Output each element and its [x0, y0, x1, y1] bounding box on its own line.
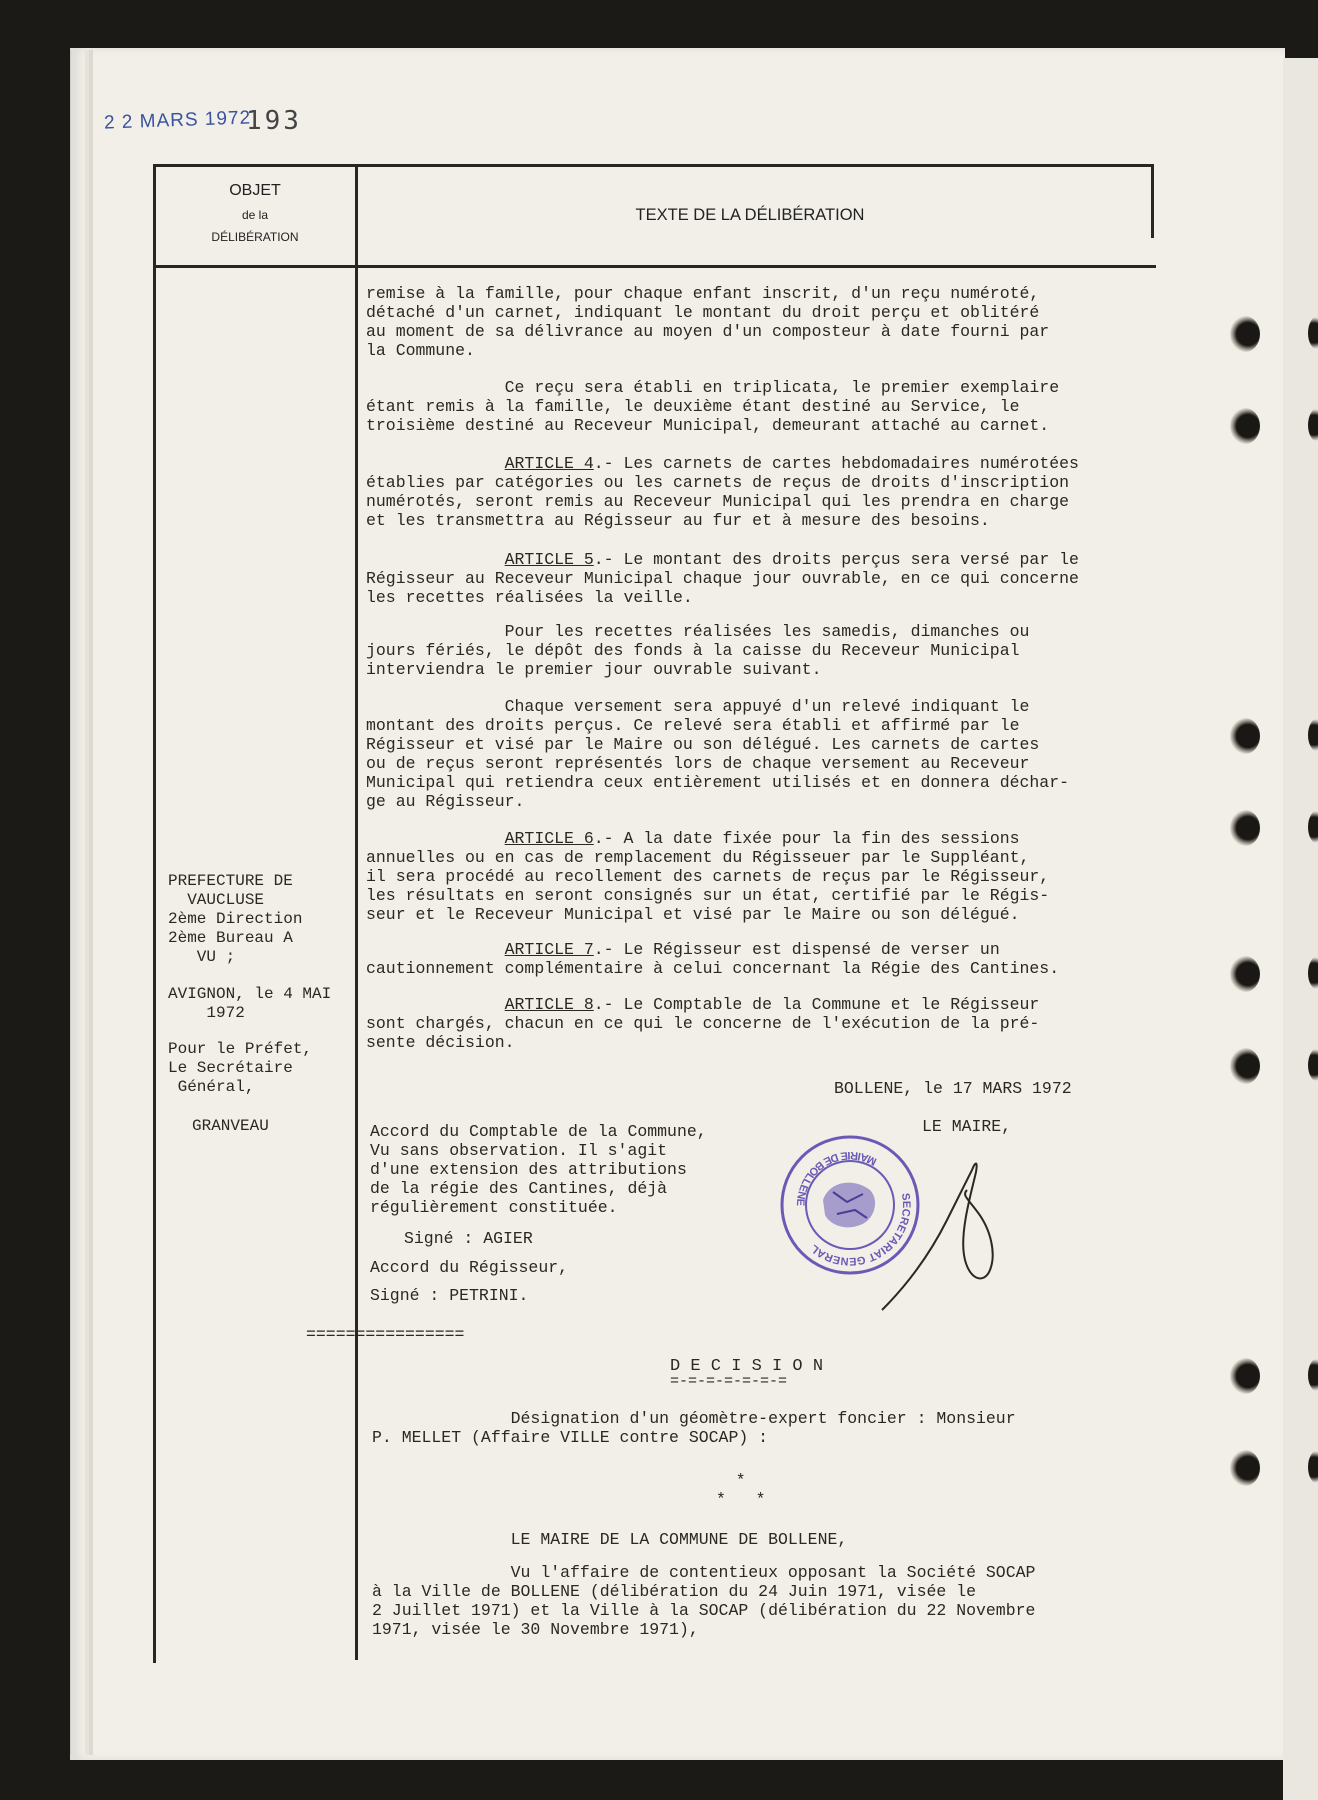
binder-hole-icon — [1230, 408, 1260, 444]
article-5-text: .- Le montant des droits perçus sera versé par le Régisseur au Receveur Municipal chaque jour ouvrable, en ce qui concerne les recettes réalisées la veille. — [366, 550, 1079, 607]
article-8 — [366, 995, 1166, 1052]
article-6-text: .- A la date fixée pour la fin des sessions annuelles ou en cas de remplacement du Régisseuer par le Suppléant, il sera procédé au recollement des carnets de reçus par le Régisseur, les résultats en seront consignés sur un état, certifié par le Régis- seur et le Receveur Municipal et visé par le Maire ou son délégué. — [366, 829, 1050, 924]
signe-petrini: Signé : PETRINI. — [370, 1286, 529, 1305]
received-date-stamp: 2 2 MARS 1972 — [103, 107, 252, 134]
prefet-signature: Pour le Préfet, Le Secrétaire Général, — [168, 1040, 313, 1096]
seal-text-top: SECRETARIAT GENERAL — [808, 1192, 913, 1268]
paragraph-samedis: Pour les recettes réalisées les samedis, dimanches ou jours fériés, le dépôt des fonds à la caisse du Receveur Municipal interviendra le premier jour ouvrable suivant. — [366, 622, 1030, 679]
decision-title: D E C I S I O N — [670, 1357, 824, 1376]
page-stack-edges — [70, 50, 85, 1755]
avignon-date: AVIGNON, le 4 MAI 1972 — [168, 985, 332, 1022]
paragraph-remise: remise à la famille, pour chaque enfant inscrit, d'un reçu numéroté, détaché d'un carnet, indiquant le montant du droit perçu et oblitéré au moment de sa délivrance au moyen d'un composteur à date fourni par la Commune. — [366, 284, 1050, 360]
article-7-label: ARTICLE 7 — [504, 940, 594, 959]
accord-regisseur: Accord du Régisseur, — [370, 1258, 569, 1277]
objet-header — [160, 182, 350, 244]
maire-commune-text: LE MAIRE DE LA COMMUNE DE BOLLENE, — [510, 1530, 848, 1549]
accord-comptable: Accord du Comptable de la Commune, Vu sans observation. Il s'agit d'une extension des attributions de la régie des Cantines, déjà régulièrement constituée. — [370, 1122, 707, 1217]
article-5 — [366, 550, 1166, 607]
article-6 — [366, 829, 1166, 924]
article-6-label: ARTICLE 6 — [504, 829, 594, 848]
page-number: 193 — [246, 106, 302, 136]
place-date: BOLLENE, le 17 MARS 1972 — [834, 1079, 1072, 1098]
binder-hole-icon — [1230, 718, 1260, 754]
paragraph-triplicata: Ce reçu sera établi en triplicata, le premier exemplaire étant remis à la famille, le deuxième étant destiné au Service, le troisième destiné au Receveur Municipal, demeurant attaché au carnet. — [366, 378, 1060, 435]
article-7 — [366, 940, 1166, 978]
designation-geometre — [372, 1409, 1172, 1447]
maire-commune-heading — [372, 1530, 1172, 1549]
column-divider-right — [1151, 164, 1154, 238]
article-5-label: ARTICLE 5 — [504, 550, 594, 569]
signe-agier: Signé : AGIER — [404, 1229, 533, 1248]
le-maire-signature-label: LE MAIRE, — [922, 1117, 1012, 1136]
designation-text: Désignation d'un géomètre-expert foncier : Monsieur P. MELLET (Affaire VILLE contre SOCAP) : — [372, 1409, 1016, 1447]
section-separator: ================ — [306, 1325, 465, 1344]
article-4-label: ARTICLE 4 — [504, 454, 594, 473]
decision-rule: =-=-=-=-=-=-= — [670, 1373, 788, 1390]
article-8-text: .- Le Comptable de la Commune et le Régisseur sont chargés, chacun en ce qui le concerne de l'exécution de la pré- sente décision. — [366, 995, 1040, 1052]
mayor-signature-icon — [872, 1150, 1022, 1320]
article-8-label: ARTICLE 8 — [504, 995, 594, 1014]
binder-hole-icon — [1230, 956, 1260, 992]
header-bottom-rule — [156, 265, 1156, 268]
texte-header: TEXTE DE LA DÉLIBÉRATION — [635, 206, 865, 224]
binder-hole-icon — [1230, 1048, 1260, 1084]
column-divider-middle — [355, 164, 358, 1660]
column-divider-left — [153, 164, 156, 1660]
paragraph-versement: Chaque versement sera appuyé d'un relevé indiquant le montant des droits perçus. Ce relevé sera établi et affirmé par le Régisseur et visé par le Maire ou son délégué. Les carnets de cartes ou de reçus seront représentés lors de chaque versement au Receveur Municipal qui retiendra ceux entièrement utilisés et en donnera déchar- ge au Régisseur. — [366, 697, 1070, 811]
binder-hole-icon — [1230, 810, 1260, 846]
asterisks-ornament: * * * — [716, 1471, 766, 1509]
binder-hole-icon — [1230, 316, 1260, 352]
article-4 — [366, 454, 1166, 530]
seal-text-bottom: MAIRIE DE BOLLENE — [793, 1148, 879, 1207]
paragraph-vu: Vu l'affaire de contentieux opposant la Société SOCAP à la Ville de BOLLENE (délibération du 24 Juin 1971, visée le 2 Juillet 1971) et la Ville à la SOCAP (délibération du 22 Novembre 1971, visée le 30 Novembre 1971), — [372, 1563, 1036, 1639]
objet-deliberation: DÉLIBÉRATION — [211, 230, 299, 244]
prefecture-visa: PREFECTURE DE VAUCLUSE 2ème Direction 2ème Bureau A VU ; — [168, 872, 303, 966]
objet-title: OBJET — [229, 182, 281, 199]
granveau-name: GRANVEAU — [192, 1117, 269, 1135]
article-7-text: .- Le Régisseur est dispensé de verser un cautionnement complémentaire à celui concernant la Régie des Cantines. — [366, 940, 1060, 978]
article-4-text: .- Les carnets de cartes hebdomadaires numérotées établies par catégories ou les carnets de reçus de droits d'inscription numérotés, seront remis au Receveur Municipal qui les prendra en charge et les transmettra au Régisseur au fur et à mesure des besoins. — [366, 454, 1079, 530]
objet-sub: de la — [241, 208, 269, 222]
